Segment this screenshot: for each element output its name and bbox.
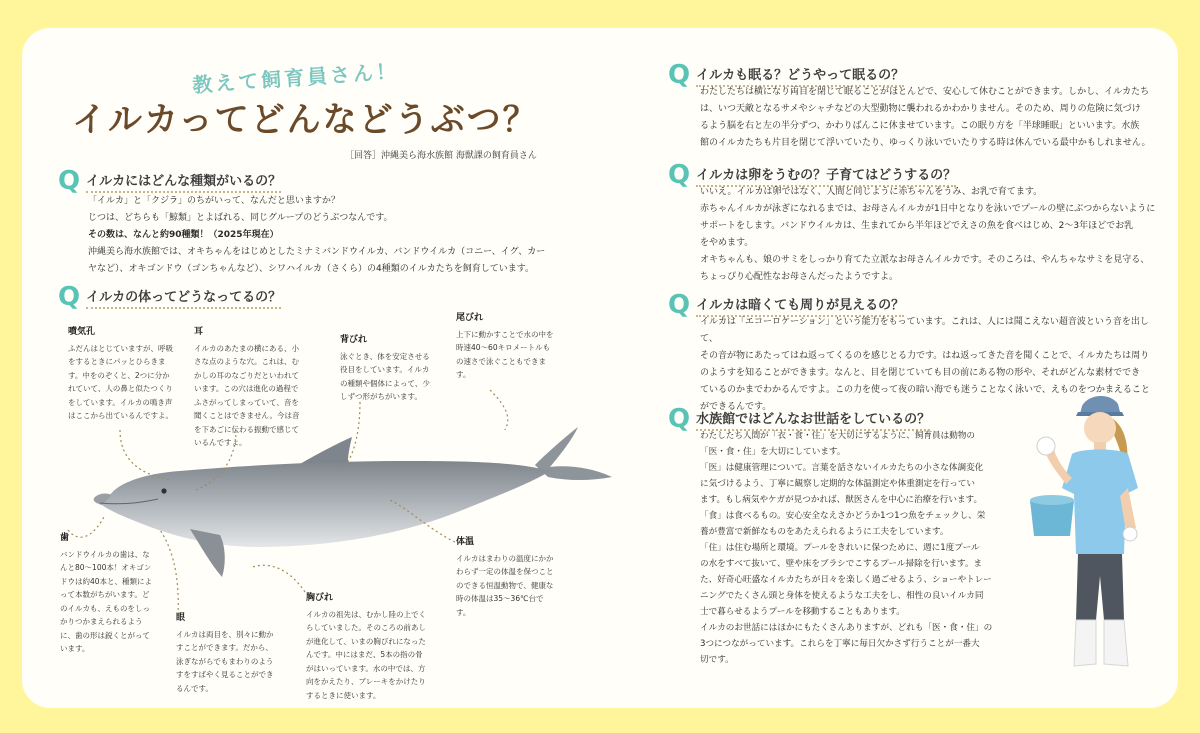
question-body-text: イルカの体ってどうなってるの？ xyxy=(86,286,281,309)
paragraph: 3つにつながっています。これらを丁寧に毎日欠かさず行うことが一番大 xyxy=(700,639,980,649)
annotation-text: ふだんはとじていますが、呼吸をするときにパッとひらきます。中をのぞくと、2つに分かれていて、人の鼻と似たつくりをしています。イルカの鳴き声はここから出ているんですよ。 xyxy=(68,343,173,420)
annotation-text: イルカはまわりの温度にかかわらず一定の体温を保つことのできる恒温動物で、健康な時の体温は35〜36℃台です。 xyxy=(456,553,554,617)
q-icon: Q xyxy=(58,166,81,196)
keeper-illustration xyxy=(1030,388,1160,678)
paragraph: ているのかまでわかるんですよ。この力を使って夜の暗い海でも迷うことなく泳いで、えものをつかまえること xyxy=(700,385,1150,395)
annotation-label: 胸びれ xyxy=(306,593,334,603)
annotation-label: 噴気孔 xyxy=(68,327,96,337)
paragraph: た、好奇心旺盛なイルカたちが日々を楽しく過ごせるよう、ショーやトレー xyxy=(700,575,992,585)
paragraph: 赤ちゃんイルカが泳ぎになれるまでは、お母さんイルカが1日中となりを泳いでプールの壁にぶつからないように xyxy=(700,204,1156,214)
paragraph: イルカのお世話にはほかにもたくさんありますが、どれも「医・食・住」の xyxy=(700,623,993,633)
question-species-text: イルカにはどんな種類がいるの？ xyxy=(86,170,281,193)
paragraph: その数は、なんと約90種類！（2025年現在） xyxy=(88,230,279,240)
paragraph: 「医・食・住」を大切にしています。 xyxy=(700,447,846,457)
annotation-label: 耳 xyxy=(194,327,204,337)
paragraph: ができるんです。 xyxy=(700,402,772,412)
paragraph: 「食」は食べるもの。安心安全なえさかどうか1つ1つ魚をチェックし、栄 xyxy=(700,511,986,521)
paragraph: 「住」は住む場所と環境。プールをきれいに保つために、週に1度プール xyxy=(700,543,980,553)
paragraph: ます。もし病気やケガが見つかれば、獣医さんを中心に治療を行います。 xyxy=(700,495,983,505)
bucket-icon xyxy=(1030,500,1074,536)
annotation-text: バンドウイルカの歯は、なんと80〜100本！オキゴンドウは約40本と、種類によって本数がちがいます。どのイルカも、えものをしっかりつかまえられるように、歯の形は鋭くとがっています。 xyxy=(60,549,153,653)
annotation-label: 尾びれ xyxy=(456,313,484,323)
q-icon: Q xyxy=(668,404,691,434)
annotation-text: 上下に動かすことで水の中を時速40〜60キロメートルもの速さで泳ぐこともできます。 xyxy=(456,329,554,379)
credit-line: ［回答］沖縄美ら海水族館 海獣課の飼育員さん xyxy=(345,151,537,161)
paragraph: サポートをします。バンドウイルカは、生まれてから半年ほどでえさの魚を食べはじめ、2〜3年ほどでお乳 xyxy=(700,221,1134,231)
paragraph: 「イルカ」と「クジラ」のちがいって、なんだと思いますか？ xyxy=(88,196,340,206)
annotation-label: 眼 xyxy=(176,613,186,623)
q-icon: Q xyxy=(668,160,691,190)
paragraph: じつは、どちらも「鯨類」とよばれる、同じグループのどうぶつなんです。 xyxy=(88,213,393,223)
paragraph: 切です。 xyxy=(700,655,734,665)
question-care-text: 水族館ではどんなお世話をしているの？ xyxy=(696,408,930,431)
paragraph: 養が豊富で新鮮なものをあたえられるように工夫をしています。 xyxy=(700,527,949,537)
q-icon: Q xyxy=(668,60,691,90)
paragraph: オキちゃんも、娘のサミをしっかり育てた立派なお母さんイルカです。そのころは、やんちゃなサミを見守る、 xyxy=(700,255,1150,265)
answer-species xyxy=(88,193,558,278)
annotation-text: イルカのあたまの横にある、小さな点のような穴。これは、むかしの耳のなごりだといわれています。この穴は進化の過程でふさがってしまっていて、音を聞くことはできません。今は音を下あごに伝わる振動で感じているんですよ。 xyxy=(194,343,300,447)
answer-care xyxy=(700,428,1030,668)
answer-sleep xyxy=(700,84,1160,152)
leader-lines xyxy=(60,330,620,670)
paragraph: ニングでたくさん頭と身体を使えるような工夫をし、相性の良いイルカ同 xyxy=(700,591,984,601)
answer-childcare xyxy=(700,184,1160,286)
question-childcare-text: イルカは卵をうむの？子育てはどうするの？ xyxy=(696,164,956,187)
paragraph: は、いつ天敵となるサメやシャチなどの大型動物に襲われるかわかりません。そのため、周りの危険に気づけ xyxy=(700,104,1141,114)
annotation-text: イルカの祖先は、むかし陸の上でくらしていました。そのころの前あしが進化して、いまの胸びれになったんです。中にはまだ、5本の指の骨がはいっています。水の中では、方向をかえたり、ブレーキをかけたりするときに使います。 xyxy=(306,609,426,700)
paragraph: 「医」は健康管理について。言葉を話さないイルカたちの小さな体調変化 xyxy=(700,463,984,473)
paragraph: その音が物にあたってはね返ってくるのを感じとる力です。はね返ってきた音を聞くことで、イルカたちは周り xyxy=(700,351,1150,361)
annotation-label: 背びれ xyxy=(340,335,368,345)
glove-icon xyxy=(1037,437,1055,455)
paragraph: 館のイルカたちも片目を閉じて浮いていたり、ゆっくり泳いでいたりする時は休んでいる最中かもしれません。 xyxy=(700,138,1151,148)
paragraph: に気づけるよう、丁寧に観察し定期的な体温測定や体重測定を行ってい xyxy=(700,479,976,489)
paragraph: いいえ。イルカは卵ではなく、人間と同じように赤ちゃんをうみ、お乳で育てます。 xyxy=(700,187,1043,197)
paragraph: ちょっぴり心配性なお母さんだったようですよ。 xyxy=(700,272,899,282)
question-species xyxy=(58,168,281,194)
paragraph: 沖縄美ら海水族館では、オキちゃんをはじめとしたミナミバンドウイルカ、バンドウイルカ（コニー、イグ、カー xyxy=(88,247,546,257)
paragraph: ヤなど）、オキゴンドウ（ゴンちゃんなど）、シワハイルカ（さくら）の4種類のイルカたちを飼育しています。 xyxy=(88,264,535,274)
annotation-label: 歯 xyxy=(60,533,70,543)
question-echolocation-text: イルカは暗くても周りが見えるの？ xyxy=(696,294,904,317)
question-body xyxy=(58,284,281,310)
page-title: イルカってどんなどうぶつ？ xyxy=(72,100,539,140)
q-icon: Q xyxy=(58,282,81,312)
question-sleep-text: イルカも眠る？どうやって眠るの？ xyxy=(696,64,904,87)
paragraph: 士で暮らせるようプールを移動することもあります。 xyxy=(700,607,905,617)
cap-icon xyxy=(1080,396,1120,414)
annotation-text: イルカは両目を、別々に動かすことができます。だから、泳ぎながらでもまわりのようすをすばやく見ることができるんです。 xyxy=(176,629,274,693)
paragraph: をやめます。 xyxy=(700,238,754,248)
paragraph: の水をすべて抜いて、壁や床をブラシでこするプール掃除を行います。ま xyxy=(700,559,983,569)
annotation-label: 体温 xyxy=(456,537,475,547)
paragraph: るよう脳を右と左の半分ずつ、かわりばんこに休ませています。この眠り方を「半球睡眠」といいます。水族 xyxy=(700,121,1140,131)
q-icon: Q xyxy=(668,290,691,320)
paragraph: のようすを知ることができます。なんと、目を閉じていても目の前にある物の形や、それがどんな素材ででき xyxy=(700,368,1141,378)
annotation-text: 泳ぐとき、体を安定させる役目をしています。イルカの種類や個体によって、少しずつ形がちがいます。 xyxy=(340,351,430,401)
paragraph: わたしたち人間が「衣・食・住」を大切にするように、飼育員は動物の xyxy=(700,431,976,441)
page-subtitle: 教えて飼育員さん！ xyxy=(191,58,400,98)
paragraph: わたしたちは横になり両目を閉じて眠ることがほとんどで、安心して休むことができます。しかし、イルカたち xyxy=(700,87,1150,97)
paragraph: イルカは「エコーロケーション」という能力をもっています。これは、人には聞こえない超音波という音を出して、 xyxy=(700,317,1149,344)
